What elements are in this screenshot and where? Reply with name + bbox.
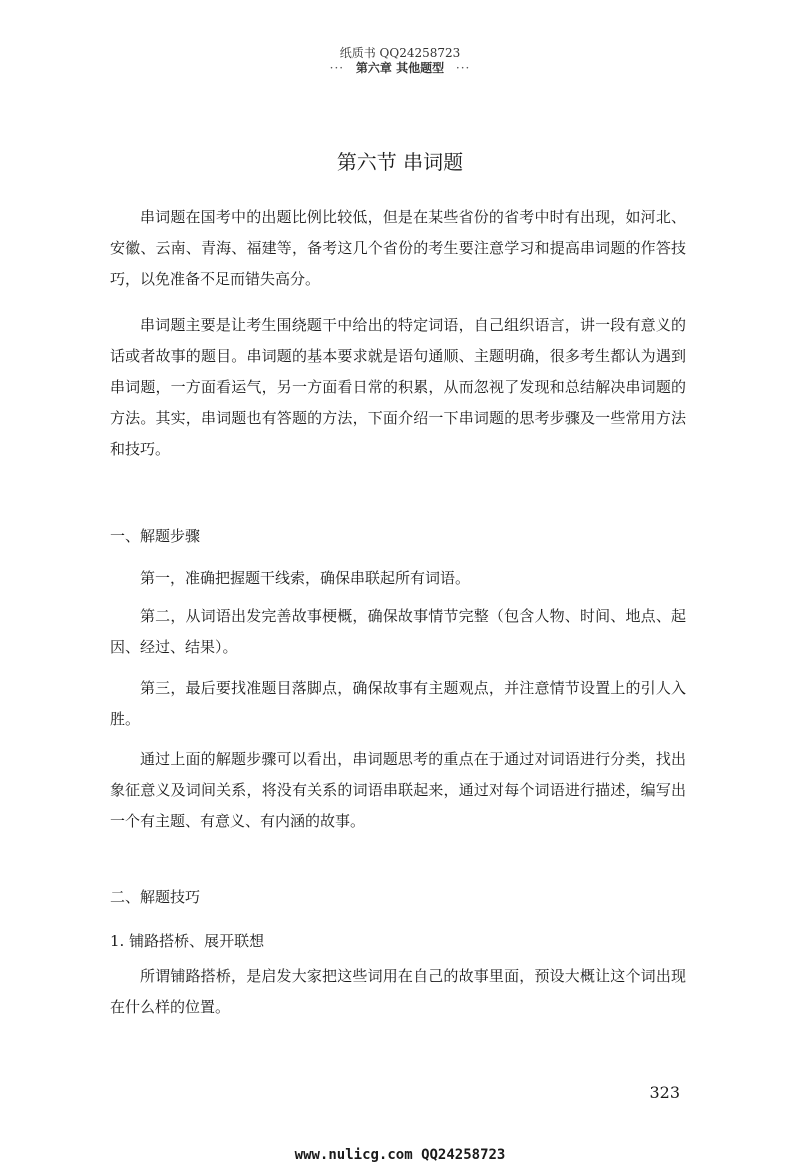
step-2: 第二，从词语出发完善故事梗概，确保故事情节完整（包含人物、时间、地点、起因、经过、结果）。 <box>110 607 686 656</box>
intro-paragraph-1: 串词题在国考中的出题比例比较低，但是在某些省份的省考中时有出现，如河北、安徽、云南、青海、福建等，备考这几个省份的考生要注意学习和提高串词题的作答技巧，以免准备不足而错失高分。 <box>110 208 686 288</box>
header-watermark: 纸质书 QQ24258723 <box>339 46 461 60</box>
step-3: 第三，最后要找准题目落脚点，确保故事有主题观点，并注意情节设置上的引人入胜。 <box>110 679 686 728</box>
page-number: 323 <box>649 1083 680 1102</box>
chapter-title: 第六章 其他题型 <box>355 61 445 75</box>
heading-solving-steps: 一、解题步骤 <box>110 527 201 545</box>
tip-1-title: 1. 铺路搭桥、展开联想 <box>110 932 265 950</box>
footer-watermark: www.nulicg.com QQ24258723 <box>294 1147 506 1163</box>
heading-solving-tips: 二、解题技巧 <box>110 888 201 906</box>
header-dots-left: ··· <box>329 61 345 75</box>
step-1: 第一，准确把握题干线索，确保串联起所有词语。 <box>140 569 471 587</box>
steps-summary: 通过上面的解题步骤可以看出，串词题思考的重点在于通过对词语进行分类，找出象征意义及词间关系，将没有关系的词语串联起来，通过对每个词语进行描述，编写出一个有主题、有意义、有内涵的故事。 <box>110 750 686 830</box>
running-header <box>0 59 800 76</box>
section-title: 第六节 串词题 <box>336 150 464 174</box>
header-dots-right: ··· <box>455 61 471 75</box>
intro-paragraph-2: 串词题主要是让考生围绕题干中给出的特定词语，自己组织语言，讲一段有意义的话或者故事的题目。串词题的基本要求就是语句通顺、主题明确，很多考生都认为遇到串词题，一方面看运气，另一方面看日常的积累，从而忽视了发现和总结解决串词题的方法。其实，串词题也有答题的方法，下面介绍一下串词题的思考步骤及一些常用方法和技巧。 <box>110 316 686 458</box>
tip-1-text: 所谓铺路搭桥，是启发大家把这些词用在自己的故事里面，预设大概让这个词出现在什么样的位置。 <box>110 967 686 1016</box>
